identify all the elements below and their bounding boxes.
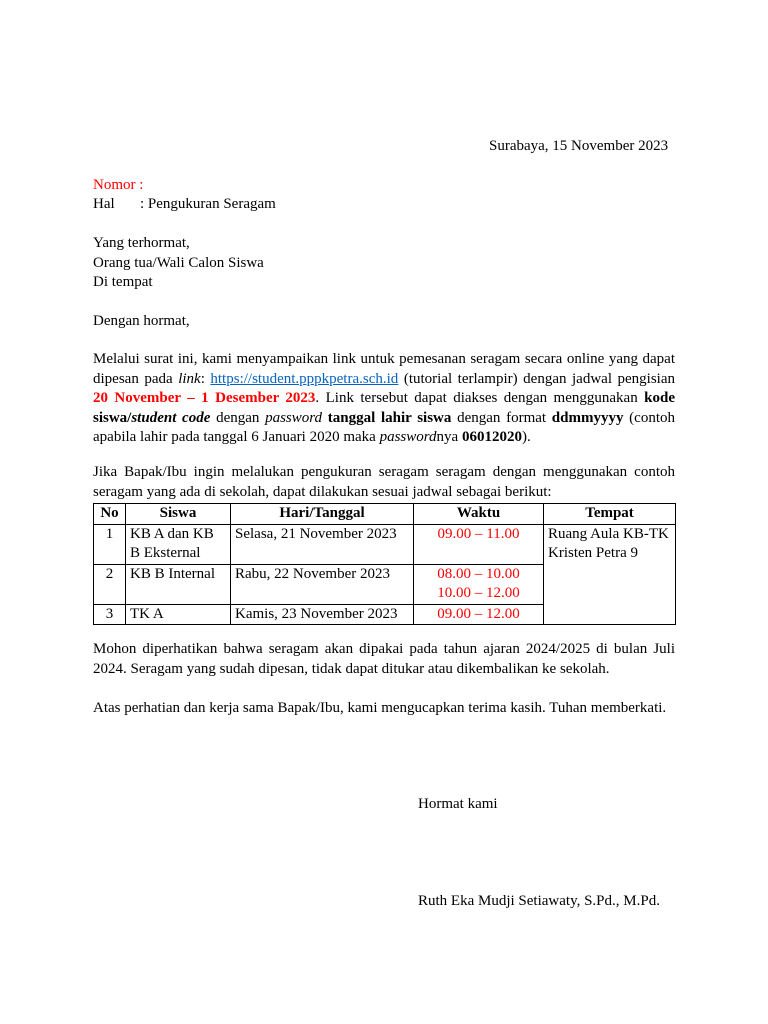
cell-waktu: 09.00 – 11.00	[414, 524, 544, 564]
signatory-name: Ruth Eka Mudji Setiawaty, S.Pd., M.Pd.	[418, 893, 660, 909]
hal-label: Hal	[93, 196, 115, 212]
text: ).	[521, 429, 531, 445]
recipient-block	[93, 234, 264, 293]
text: dengan	[210, 409, 266, 426]
cell-no: 3	[94, 604, 126, 625]
cell-waktu	[414, 564, 544, 604]
paragraph-thanks: Atas perhatian dan kerja sama Bapak/Ibu, kami mengucapkan terima kasih. Tuhan memberkati.	[93, 700, 667, 716]
header-tanggal: Hari/Tanggal	[231, 504, 414, 525]
recipient-line: Di tempat	[93, 274, 153, 290]
cell-tempat: Ruang Aula KB-TK Kristen Petra 9	[544, 524, 676, 625]
paragraph-schedule-intro: Jika Bapak/Ibu ingin melalukan pengukuran seragam seragam dengan menggunakan contoh seragam yang ada di sekolah, dapat dilakukan sesuai jadwal sebagai berikut:	[93, 464, 675, 500]
text: . Link tersebut dapat diakses dengan menggunakan	[315, 390, 645, 406]
header-tempat: Tempat	[544, 504, 676, 525]
text-italic: link	[178, 370, 201, 387]
cell-siswa: KB B Internal	[126, 564, 231, 604]
text-bold: tanggal lahir siswa	[327, 409, 452, 426]
cell-siswa: KB A dan KB B Eksternal	[126, 524, 231, 564]
cell-tanggal: Kamis, 23 November 2023	[231, 604, 414, 625]
cell-tanggal: Rabu, 22 November 2023	[231, 564, 414, 604]
order-link[interactable]: https://student.pppkpetra.sch.id	[210, 370, 399, 387]
schedule-dates: 20 November – 1 Desember 2023	[93, 390, 316, 406]
text: nya	[436, 429, 462, 445]
text: Melalui surat ini, kami menyampaikan link untuk pemesanan seragam secara online yang dapat dipesan pada	[93, 351, 675, 387]
greeting: Dengan hormat,	[93, 313, 190, 329]
cell-no: 2	[94, 564, 126, 604]
text-bold: kode siswa/	[93, 390, 675, 426]
text-italic: password	[379, 429, 437, 445]
header-no: No	[94, 504, 126, 525]
text: :	[200, 370, 211, 387]
nomor-label: Nomor :	[93, 177, 144, 193]
header-waktu: Waktu	[414, 504, 544, 525]
text-bold: ddmmyyyy	[551, 409, 624, 426]
cell-no: 1	[94, 524, 126, 564]
table-row	[94, 524, 676, 564]
waktu-slot: 08.00 – 10.00	[437, 565, 520, 582]
table-header-row	[94, 504, 676, 525]
schedule-table	[93, 503, 676, 625]
cell-siswa: TK A	[126, 604, 231, 625]
hal-value: : Pengukuran Seragam	[140, 196, 276, 212]
header-siswa: Siswa	[126, 504, 231, 525]
text: (contoh apabila lahir pada tanggal 6 Januari 2020 maka	[93, 409, 675, 445]
paragraph-notice: Mohon diperhatikan bahwa seragam akan dipakai pada tahun ajaran 2024/2025 di bulan Juli 2024. Seragam yang sudah dipesan, tidak dapat ditukar atau dikembalikan ke sekolah.	[93, 641, 675, 677]
recipient-line: Yang terhormat,	[93, 235, 190, 251]
text-bold: 06012020	[461, 429, 522, 445]
text: dengan format	[451, 409, 552, 426]
cell-tanggal: Selasa, 21 November 2023	[231, 524, 414, 564]
waktu-slot: 10.00 – 12.00	[437, 585, 520, 601]
text-italic: password	[265, 409, 323, 426]
text: (tutorial terlampir) dengan jadwal pengisian	[398, 370, 675, 387]
cell-waktu: 09.00 – 12.00	[414, 604, 544, 625]
place-date: Surabaya, 15 November 2023	[489, 138, 669, 154]
text-bold-italic: student code	[131, 409, 211, 426]
closing: Hormat kami	[418, 796, 498, 812]
paragraph-link-info	[93, 350, 675, 448]
recipient-line: Orang tua/Wali Calon Siswa	[93, 254, 264, 271]
